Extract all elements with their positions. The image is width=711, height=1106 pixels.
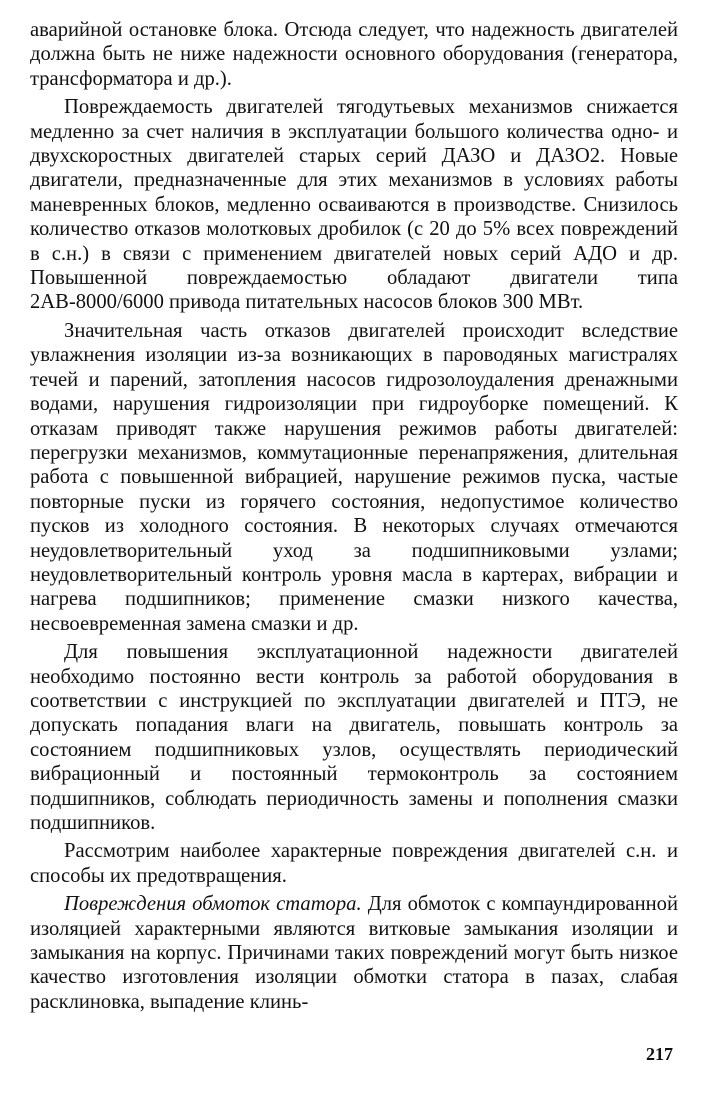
paragraph-2: Повреждаемость двигателей тягодутьевых механизмов снижается медленно за счет наличия в эксплуатации большого количества одно- и двухскоростных двигателей старых серий ДАЗО и ДАЗО2. Новые двигатели, предназначенные для этих механизмов в условиях работы маневренных блоков, медленно осваиваются в производстве. Снизилось количество отказов молотковых дробилок (с 20 до 5% всех повреждений в с.н.) в связи с применением двигателей новых серий АДО и др. Повышенной повреждаемостью обладают двигатели типа 2АВ-8000/6000 привода питательных насосов блоков 300 МВт. — [30, 96, 678, 314]
paragraph-6-text: Для обмоток с компаундированной изоляцией характерными являются витковые замыкания изоляции и замыкания на корпус. Причинами таких повреждений могут быть низкое качество изготовления изоляции обмотки статора в пазах, слабая расклиновка, выпадение клинь- — [30, 893, 678, 1013]
paragraph-6 — [30, 892, 678, 1014]
paragraph-4: Для повышения эксплуатационной надежности двигателей необходимо постоянно вести контроль за работой оборудования в соответствии с инструкцией по эксплуатации двигателей и ПТЭ, не допускать попадания влаги на двигатель, повышать контроль за состоянием подшипниковых узлов, осуществлять периодический вибрационный и постоянный термоконтроль за состоянием подшипников, соблюдать периодичность замены и пополнения смазки подшипников. — [30, 641, 678, 834]
paragraph-3: Значительная часть отказов двигателей происходит вследствие увлажнения изоляции из-за возникающих в пароводяных магистралях течей и парений, затопления насосов гидрозолоудаления дренажными водами, нарушения гидроизоляции при гидроуборке помещений. К отказам приводят также нарушения режимов работы двигателей: перегрузки механизмов, коммутационные перенапряжения, длительная работа с повышенной вибрацией, нарушение режимов пуска, частые повторные пуски из горячего состояния, недопустимое количество пусков из холодного состояния. В некоторых случаях отмечаются неудовлетворительный уход за подшипниковыми узлами; неудовлетворительный контроль уровня масла в картерах, вибрации и нагрева подшипников; применение смазки низкого качества, несвоевременная замена смазки и др. — [30, 319, 678, 635]
section-run-in-heading: Повреждения обмоток статора. — [64, 893, 362, 916]
paragraph-5: Рассмотрим наиболее характерные повреждения двигателей с.н. и способы их предотвращения. — [30, 840, 678, 887]
page-number: 217 — [646, 1044, 673, 1064]
paragraph-1: аварийной остановке блока. Отсюда следует, что надежность двигателей должна быть не ниже надежности основного оборудования (генератора, трансформатора и др.). — [30, 19, 678, 90]
page-body — [30, 18, 678, 1014]
